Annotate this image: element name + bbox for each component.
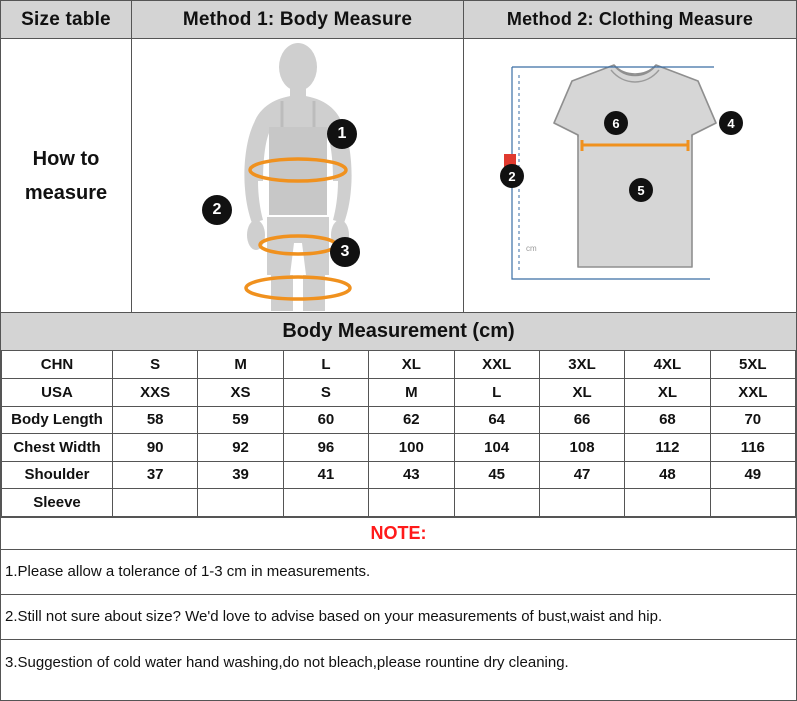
cell-chn-4: XXL — [454, 351, 539, 379]
method2-body — [464, 39, 796, 312]
badge-2-clothing: 2 — [500, 164, 524, 188]
how-to-measure-body — [1, 39, 131, 312]
cell-chn-5: 3XL — [539, 351, 624, 379]
body-figure — [132, 39, 463, 312]
method2-column — [464, 1, 796, 312]
how-to-line-1: How to — [32, 147, 100, 170]
size-table — [1, 351, 796, 517]
cell-usa-3: M — [369, 379, 454, 407]
method2-header: Method 2: Clothing Measure — [464, 1, 796, 39]
cell-chn-7: 5XL — [710, 351, 795, 379]
cell-shoulder-2: 41 — [283, 461, 368, 489]
cell-usa-5: XL — [539, 379, 624, 407]
cell-chn-6: 4XL — [625, 351, 710, 379]
cell-usa-7: XXL — [710, 379, 795, 407]
cell-chest-7: 116 — [710, 434, 795, 462]
row-label-sleeve: Sleeve — [2, 489, 113, 517]
cell-usa-6: XL — [625, 379, 710, 407]
badge-2: 2 — [202, 195, 232, 225]
cell-usa-0: XXS — [113, 379, 198, 407]
cell-body-length-3: 62 — [369, 406, 454, 434]
badge-4: 4 — [719, 111, 743, 135]
cell-chest-0: 90 — [113, 434, 198, 462]
row-label-chn: CHN — [2, 351, 113, 379]
cell-chest-2: 96 — [283, 434, 368, 462]
cell-chn-0: S — [113, 351, 198, 379]
cell-sleeve-7 — [710, 489, 795, 517]
row-label-chest-width: Chest Width — [2, 434, 113, 462]
method1-column — [132, 1, 464, 312]
table-row — [2, 406, 796, 434]
svg-text:cm: cm — [526, 244, 537, 253]
cell-chn-3: XL — [369, 351, 454, 379]
cell-shoulder-3: 43 — [369, 461, 454, 489]
cell-body-length-0: 58 — [113, 406, 198, 434]
row-label-body-length: Body Length — [2, 406, 113, 434]
note-line-1: 1.Please allow a tolerance of 1-3 cm in measurements. — [1, 550, 796, 595]
cell-shoulder-4: 45 — [454, 461, 539, 489]
cell-body-length-5: 66 — [539, 406, 624, 434]
table-row — [2, 489, 796, 517]
how-to-measure-text — [1, 142, 131, 210]
cell-sleeve-4 — [454, 489, 539, 517]
cell-shoulder-5: 47 — [539, 461, 624, 489]
cell-shoulder-0: 37 — [113, 461, 198, 489]
cell-sleeve-0 — [113, 489, 198, 517]
cell-shoulder-6: 48 — [625, 461, 710, 489]
size-table-header: Size table — [1, 1, 131, 39]
table-row — [2, 351, 796, 379]
cell-sleeve-5 — [539, 489, 624, 517]
method1-header: Method 1: Body Measure — [132, 1, 463, 39]
cell-sleeve-1 — [198, 489, 283, 517]
badge-3: 3 — [330, 237, 360, 267]
body-measure-illustration — [132, 39, 464, 312]
cell-body-length-2: 60 — [283, 406, 368, 434]
clothing-figure — [464, 39, 796, 312]
how-to-line-2: measure — [24, 181, 108, 204]
badge-1: 1 — [327, 119, 357, 149]
cell-chest-5: 108 — [539, 434, 624, 462]
cell-shoulder-1: 39 — [198, 461, 283, 489]
size-table-column — [1, 1, 132, 312]
note-line-2: 2.Still not sure about size? We'd love to advise based on your measurements of bust,waist and hip. — [1, 595, 796, 640]
cell-body-length-1: 59 — [198, 406, 283, 434]
row-label-shoulder: Shoulder — [2, 461, 113, 489]
badge-6: 6 — [604, 111, 628, 135]
body-measurement-title: Body Measurement (cm) — [1, 313, 796, 351]
cell-chest-6: 112 — [625, 434, 710, 462]
cell-sleeve-6 — [625, 489, 710, 517]
cell-body-length-7: 70 — [710, 406, 795, 434]
badge-5: 5 — [629, 178, 653, 202]
cell-chest-4: 104 — [454, 434, 539, 462]
table-row — [2, 379, 796, 407]
table-row — [2, 434, 796, 462]
cell-chest-3: 100 — [369, 434, 454, 462]
cell-usa-2: S — [283, 379, 368, 407]
cell-usa-4: L — [454, 379, 539, 407]
cell-body-length-6: 68 — [625, 406, 710, 434]
cell-sleeve-3 — [369, 489, 454, 517]
note-title: NOTE: — [1, 517, 796, 550]
cell-sleeve-2 — [283, 489, 368, 517]
cell-body-length-4: 64 — [454, 406, 539, 434]
cell-shoulder-7: 49 — [710, 461, 795, 489]
table-row — [2, 461, 796, 489]
cell-usa-1: XS — [198, 379, 283, 407]
method1-body — [132, 39, 463, 312]
cell-chest-1: 92 — [198, 434, 283, 462]
cell-chn-2: L — [283, 351, 368, 379]
cell-chn-1: M — [198, 351, 283, 379]
top-section — [1, 1, 796, 313]
note-line-3: 3.Suggestion of cold water hand washing,do not bleach,please rountine dry cleaning. — [1, 640, 796, 685]
row-label-usa: USA — [2, 379, 113, 407]
